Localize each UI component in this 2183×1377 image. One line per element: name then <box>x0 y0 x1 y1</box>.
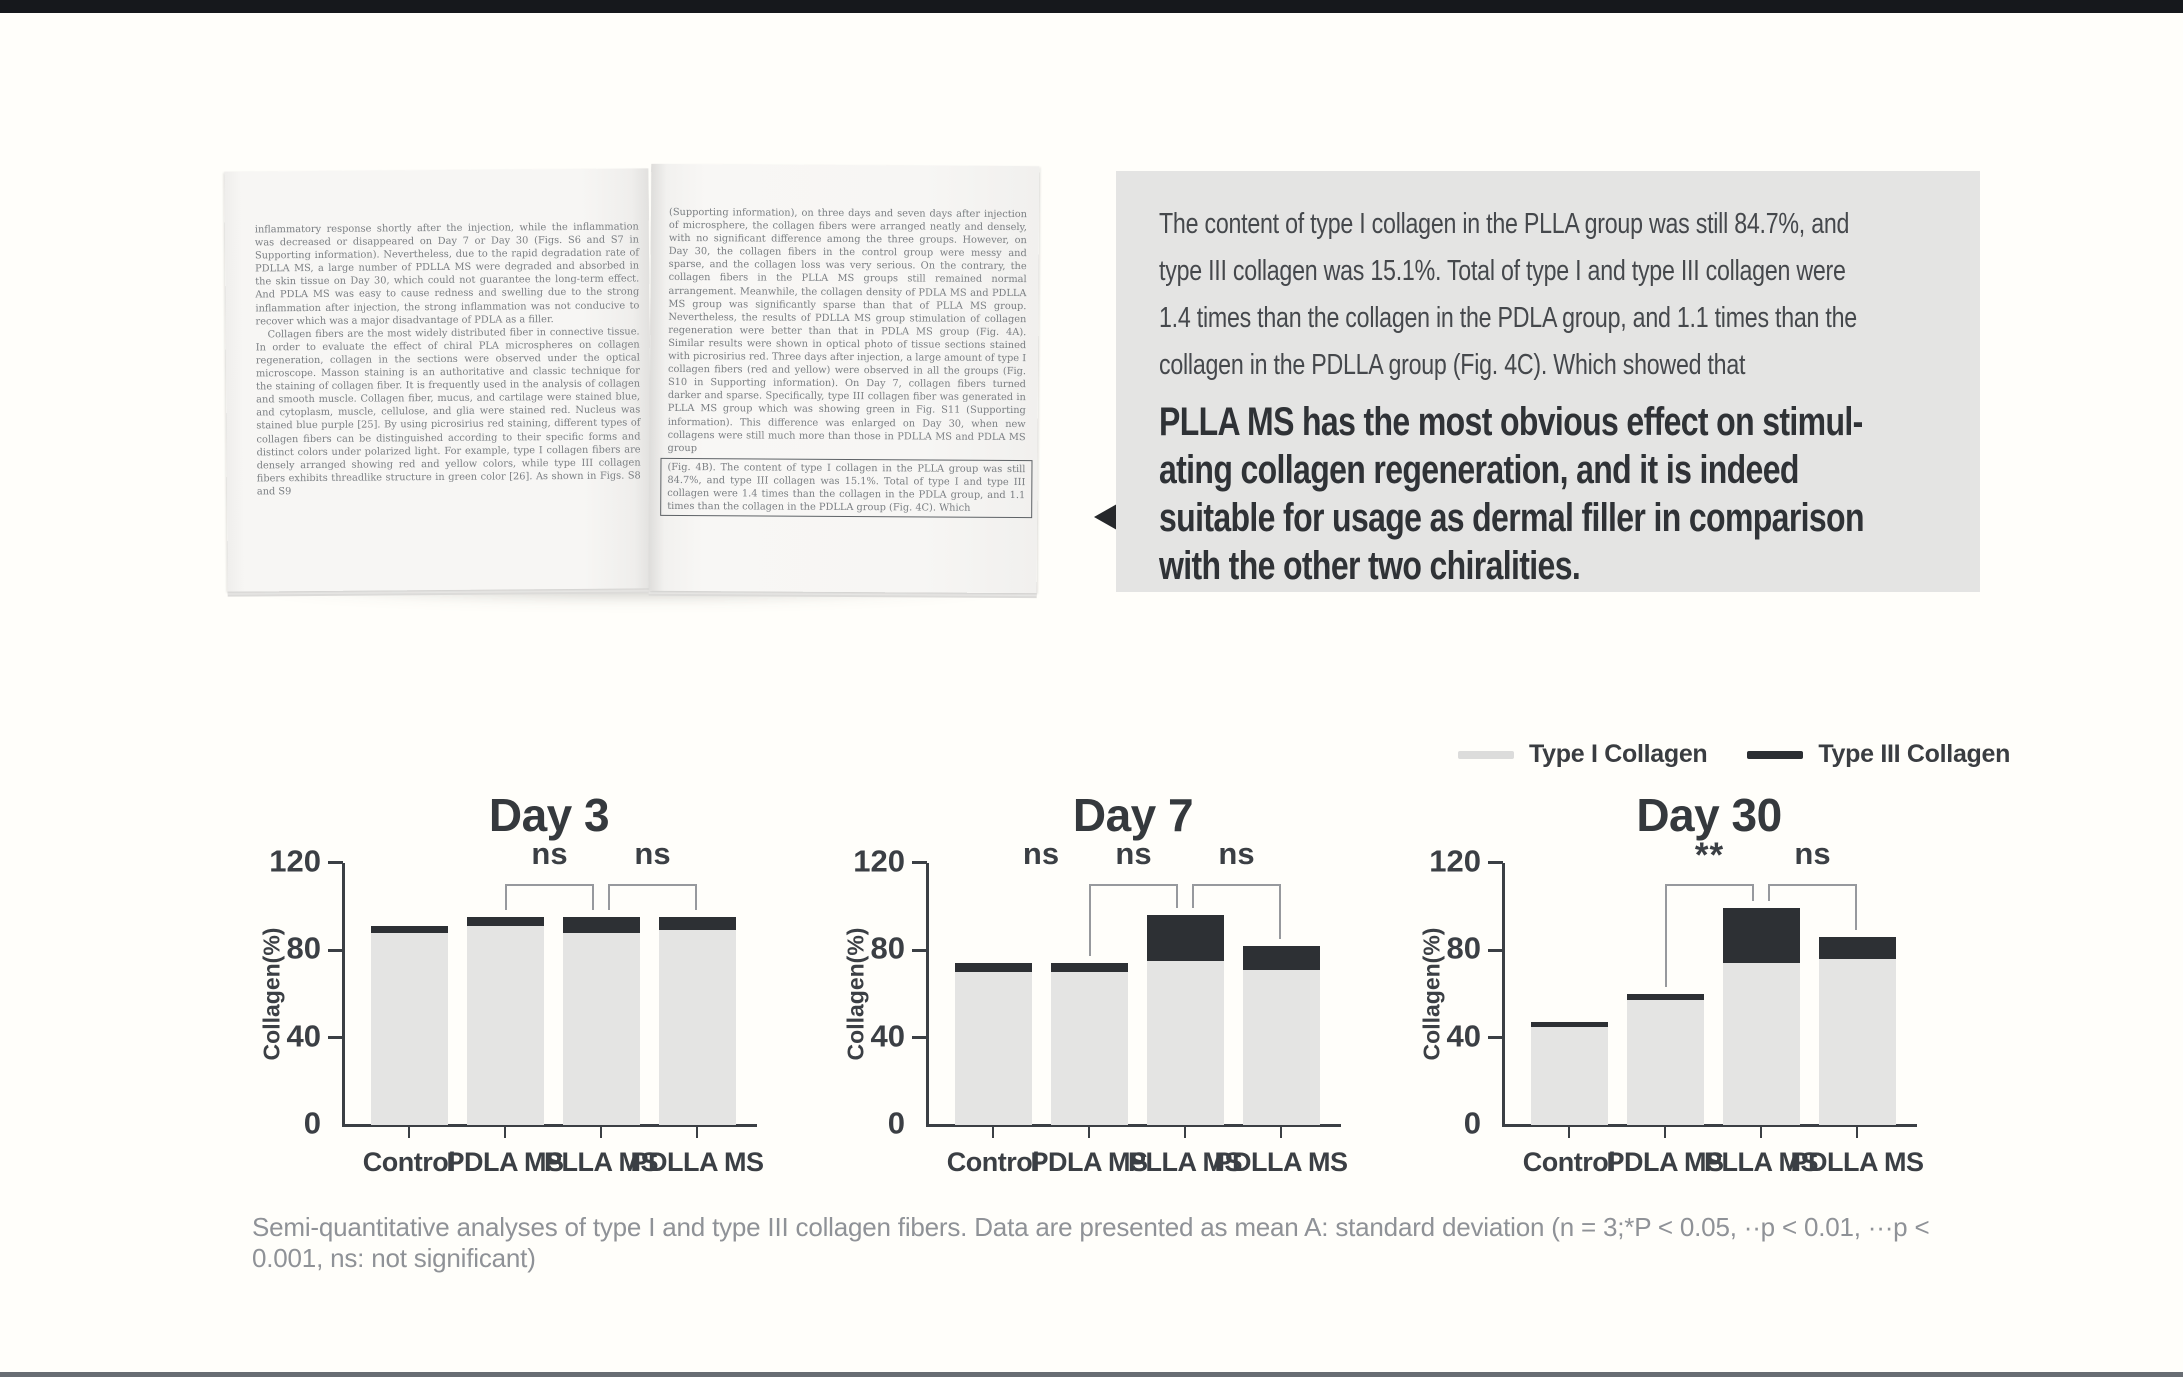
x-tick-label: PDLLA MS <box>630 1147 764 1177</box>
bar-segment-type1 <box>371 933 448 1126</box>
text-line: The content of type I collagen in the PLLA group was still 84.7%, and <box>1159 208 1850 240</box>
bottom-bar <box>0 1372 2183 1377</box>
bar-segment-type3 <box>1627 994 1704 1001</box>
chart-title: Day 7 <box>1072 789 1194 841</box>
callout-emphasis-text <box>1159 398 1940 590</box>
y-axis <box>342 863 345 1127</box>
x-tick-label: PDLLA MS <box>1214 1147 1348 1177</box>
bar-segment-type3 <box>467 917 544 926</box>
significance-label: ** <box>1694 836 1725 876</box>
paragraph: inflammatory response shortly after the injection, while the inflammation was decreased or disappeared on Day 7 or Day 30 (Figs. S6 and S7 in Supporting information). Nevertheless, due to the rapid degradation rate of PDLLA MS, a large number of PDLLA MS were degraded and absorbed in the skin tissue on Day 30, which could not guarantee the long-term effect. And PDLA MS was easy to cause redness and swelling due to the strong inflammation after injection, the strong inflammation was not conducive to recover which was a major disadvantage of PDLA as a filler. <box>254 221 640 328</box>
bar-segment-type1 <box>1531 1027 1608 1125</box>
x-tick-mark <box>504 1127 507 1138</box>
y-tick-label: 0 <box>887 1105 905 1141</box>
significance-label: ns <box>531 836 568 872</box>
text-line: suitable for usage as dermal filler in comparison <box>1159 496 1864 540</box>
chart-title: Day 30 <box>1636 789 1782 841</box>
significance-bracket-leg <box>505 884 507 910</box>
significance-label: ns <box>1022 836 1060 872</box>
significance-bracket <box>1665 884 1754 886</box>
significance-label: ns <box>1794 836 1831 872</box>
bar-segment-type1 <box>1243 970 1320 1125</box>
x-tick-mark <box>1856 1127 1859 1138</box>
significance-bracket-leg <box>1752 884 1754 901</box>
significance-bracket-leg <box>1279 884 1281 938</box>
significance-bracket <box>1768 884 1857 886</box>
y-tick-label: 0 <box>1463 1105 1481 1141</box>
bar-segment-type3 <box>1819 937 1896 959</box>
callout-box <box>1116 171 1980 592</box>
bar-segment-type1 <box>659 930 736 1125</box>
chart-day-30 <box>1410 784 1958 1208</box>
legend-item <box>1458 740 1707 769</box>
bar-segment-type1 <box>563 933 640 1126</box>
text-line: with the other two chiralities. <box>1159 544 1581 588</box>
x-tick-mark <box>1664 1127 1667 1138</box>
significance-bracket-leg <box>592 884 594 910</box>
y-tick-label: 40 <box>286 1018 321 1054</box>
significance-bracket <box>1192 884 1281 886</box>
x-tick-mark <box>1760 1127 1763 1138</box>
bar-segment-type1 <box>467 926 544 1125</box>
x-tick-label: PDLA MS <box>1030 1147 1148 1177</box>
book-right-page <box>649 164 1040 593</box>
book-spread <box>222 160 1040 608</box>
significance-bracket <box>505 884 594 886</box>
bar-segment-type3 <box>659 917 736 930</box>
legend-swatch-icon <box>1458 751 1514 759</box>
significance-label: ns <box>634 836 671 872</box>
significance-label: ns <box>1218 836 1255 872</box>
significance-label: ns <box>1115 836 1152 872</box>
bar-segment-type3 <box>955 963 1032 972</box>
bar-segment-type1 <box>1723 963 1800 1125</box>
x-tick-label: Control <box>362 1147 456 1177</box>
significance-bracket-leg <box>1855 884 1857 930</box>
x-tick-mark <box>696 1127 699 1138</box>
highlighted-passage: (Fig. 4B). The content of type I collagen in the PLLA group was still 84.7%, and type III collagen was 15.1%. Total of type I and type III collagen were 1.4 times than the collagen in the PDLA group, and 1.1 times than the collagen in the PDLLA group (Fig. 4C). Which <box>660 458 1032 519</box>
x-tick-label: Control <box>1522 1147 1616 1177</box>
bar-segment-type1 <box>1051 972 1128 1125</box>
significance-bracket <box>608 884 697 886</box>
y-tick-label: 120 <box>853 843 905 879</box>
bar-segment-type1 <box>1147 961 1224 1125</box>
y-axis-label: Collagen(%) <box>1418 927 1445 1061</box>
y-tick-label: 120 <box>1429 843 1481 879</box>
text-line: type III collagen was 15.1%. Total of type I and type III collagen were <box>1159 255 1846 287</box>
book-left-page <box>224 168 651 591</box>
x-tick-label: Control <box>946 1147 1040 1177</box>
y-tick-label: 40 <box>870 1018 905 1054</box>
y-tick-label: 80 <box>1446 930 1481 966</box>
significance-bracket-leg <box>1176 884 1178 908</box>
chart-legend <box>1458 740 2010 769</box>
significance-bracket-leg <box>608 884 610 910</box>
legend-swatch-icon <box>1747 751 1803 759</box>
bar-segment-type1 <box>1627 1000 1704 1125</box>
text-line: PLLA MS has the most obvious effect on stimul- <box>1159 400 1863 444</box>
chart-day-7 <box>834 784 1382 1208</box>
figure-caption: Semi-quantitative analyses of type I and type III collagen fibers. Data are presented as mean A: standard deviation (n = 3;*P < 0.05, ··p < 0.01, ···p < 0.001, ns: not significant) <box>252 1212 1930 1273</box>
x-tick-mark <box>1088 1127 1091 1138</box>
right-page-text <box>667 206 1027 518</box>
legend-label: Type I Collagen <box>1529 740 1708 768</box>
bar-segment-type3 <box>563 917 640 932</box>
x-tick-label: PDLA MS <box>1606 1147 1724 1177</box>
paragraph: (Supporting information), on three days and seven days after injection of microsphere, the collagen fibers were arranged neatly and densely, with no significant difference among the three groups. However, on Day 30, the collagen fibers in the control group were messy and sparse, and the collagen loss was very serious. On the contrary, the collagen fibers in the PLLA MS groups still remained normal arrangement. Meanwhile, the collagen density of PDLA MS and PDLLA MS group was significantly sparse than that of PLLA MS group. Nevertheless, the results of PDLLA MS group stimulation of collagen regeneration were better than that in PDLA MS group (Fig. 4A). Similar results were shown in optical photo of tissue sections stained with picrosirius red. Three days after injection, a large amount of type I collagen fibers (red and yellow) were observed in all the groups (Fig. S10 in Supporting information). On Day 7, collagen fibers turned darker and sparse. Specifically, type III collagen fiber was generated in PLLA MS group which was showing green in Fig. S11 (Supporting information). This difference was enlarged on Day 30, when new collagens were still much more than those in PDLLA MS and PDLA MS group <box>667 206 1028 454</box>
text-line: 1.4 times than the collagen in the PDLA group, and 1.1 times than the <box>1159 302 1857 334</box>
legend-label: Type III Collagen <box>1818 740 2011 768</box>
significance-bracket-leg <box>1192 884 1194 908</box>
y-tick-label: 120 <box>269 843 321 879</box>
bar-segment-type3 <box>371 926 448 933</box>
bar-segment-type1 <box>955 972 1032 1125</box>
bar-segment-type3 <box>1723 908 1800 963</box>
significance-bracket <box>1089 884 1178 886</box>
bar-segment-type3 <box>1243 946 1320 970</box>
text-line: ating collagen regeneration, and it is indeed <box>1159 448 1799 492</box>
x-tick-mark <box>1568 1127 1571 1138</box>
x-tick-label: PLLA MS <box>1128 1147 1242 1177</box>
y-axis <box>1502 863 1505 1127</box>
callout-text <box>1159 201 1940 389</box>
bar-segment-type3 <box>1531 1022 1608 1026</box>
y-tick-label: 0 <box>303 1105 321 1141</box>
x-tick-label: PLLA MS <box>1704 1147 1818 1177</box>
bar-segment-type3 <box>1147 915 1224 961</box>
x-tick-label: PDLA MS <box>446 1147 564 1177</box>
bar-segment-type3 <box>1051 963 1128 972</box>
chart-day-3 <box>250 784 798 1208</box>
x-tick-mark <box>1184 1127 1187 1138</box>
significance-bracket-leg <box>1089 884 1091 956</box>
y-axis <box>926 863 929 1127</box>
x-tick-mark <box>992 1127 995 1138</box>
x-tick-mark <box>1280 1127 1283 1138</box>
bar-segment-type1 <box>1819 959 1896 1125</box>
y-tick-label: 80 <box>870 930 905 966</box>
y-tick-label: 80 <box>286 930 321 966</box>
significance-bracket-leg <box>1768 884 1770 901</box>
x-tick-label: PDLLA MS <box>1790 1147 1924 1177</box>
y-axis-label: Collagen(%) <box>842 927 869 1061</box>
x-tick-mark <box>408 1127 411 1138</box>
x-tick-label: PLLA MS <box>544 1147 658 1177</box>
significance-bracket-leg <box>695 884 697 910</box>
significance-bracket-leg <box>1665 884 1667 986</box>
chart-title: Day 3 <box>488 789 610 841</box>
left-page-text <box>255 220 641 498</box>
y-tick-label: 40 <box>1446 1018 1481 1054</box>
y-axis-label: Collagen(%) <box>258 927 285 1061</box>
text-line: collagen in the PDLLA group (Fig. 4C). Which showed that <box>1159 349 1746 381</box>
top-bar <box>0 0 2183 13</box>
legend-item <box>1747 740 2010 769</box>
x-tick-mark <box>600 1127 603 1138</box>
paragraph: Collagen fibers are the most widely distributed fiber in connective tissue. In order to evaluate the effect of chiral PLA microspheres on collagen regeneration, collagen in the sections were observed under the optical microscope. Masson staining is an authoritative and classic technique for the staining of collagen fiber. It is frequently used in the analysis of collagen and smooth muscle. Collagen fiber, mucus, and cartilage were stained blue, and cytoplasm, muscle, cellulose, and glia were stained red. Nucleus was stained blue purple [25]. By using picrosirius red staining, different types of collagen fibers can be distinguished according to their specific forms and distinct colors under polarized light. For example, type I collagen fibers are densely arranged showing red and yellow colors, while type III collagen fibers exhibits threadlike structure in green color [26]. As shown in Figs. S8 and S9 <box>255 326 641 498</box>
